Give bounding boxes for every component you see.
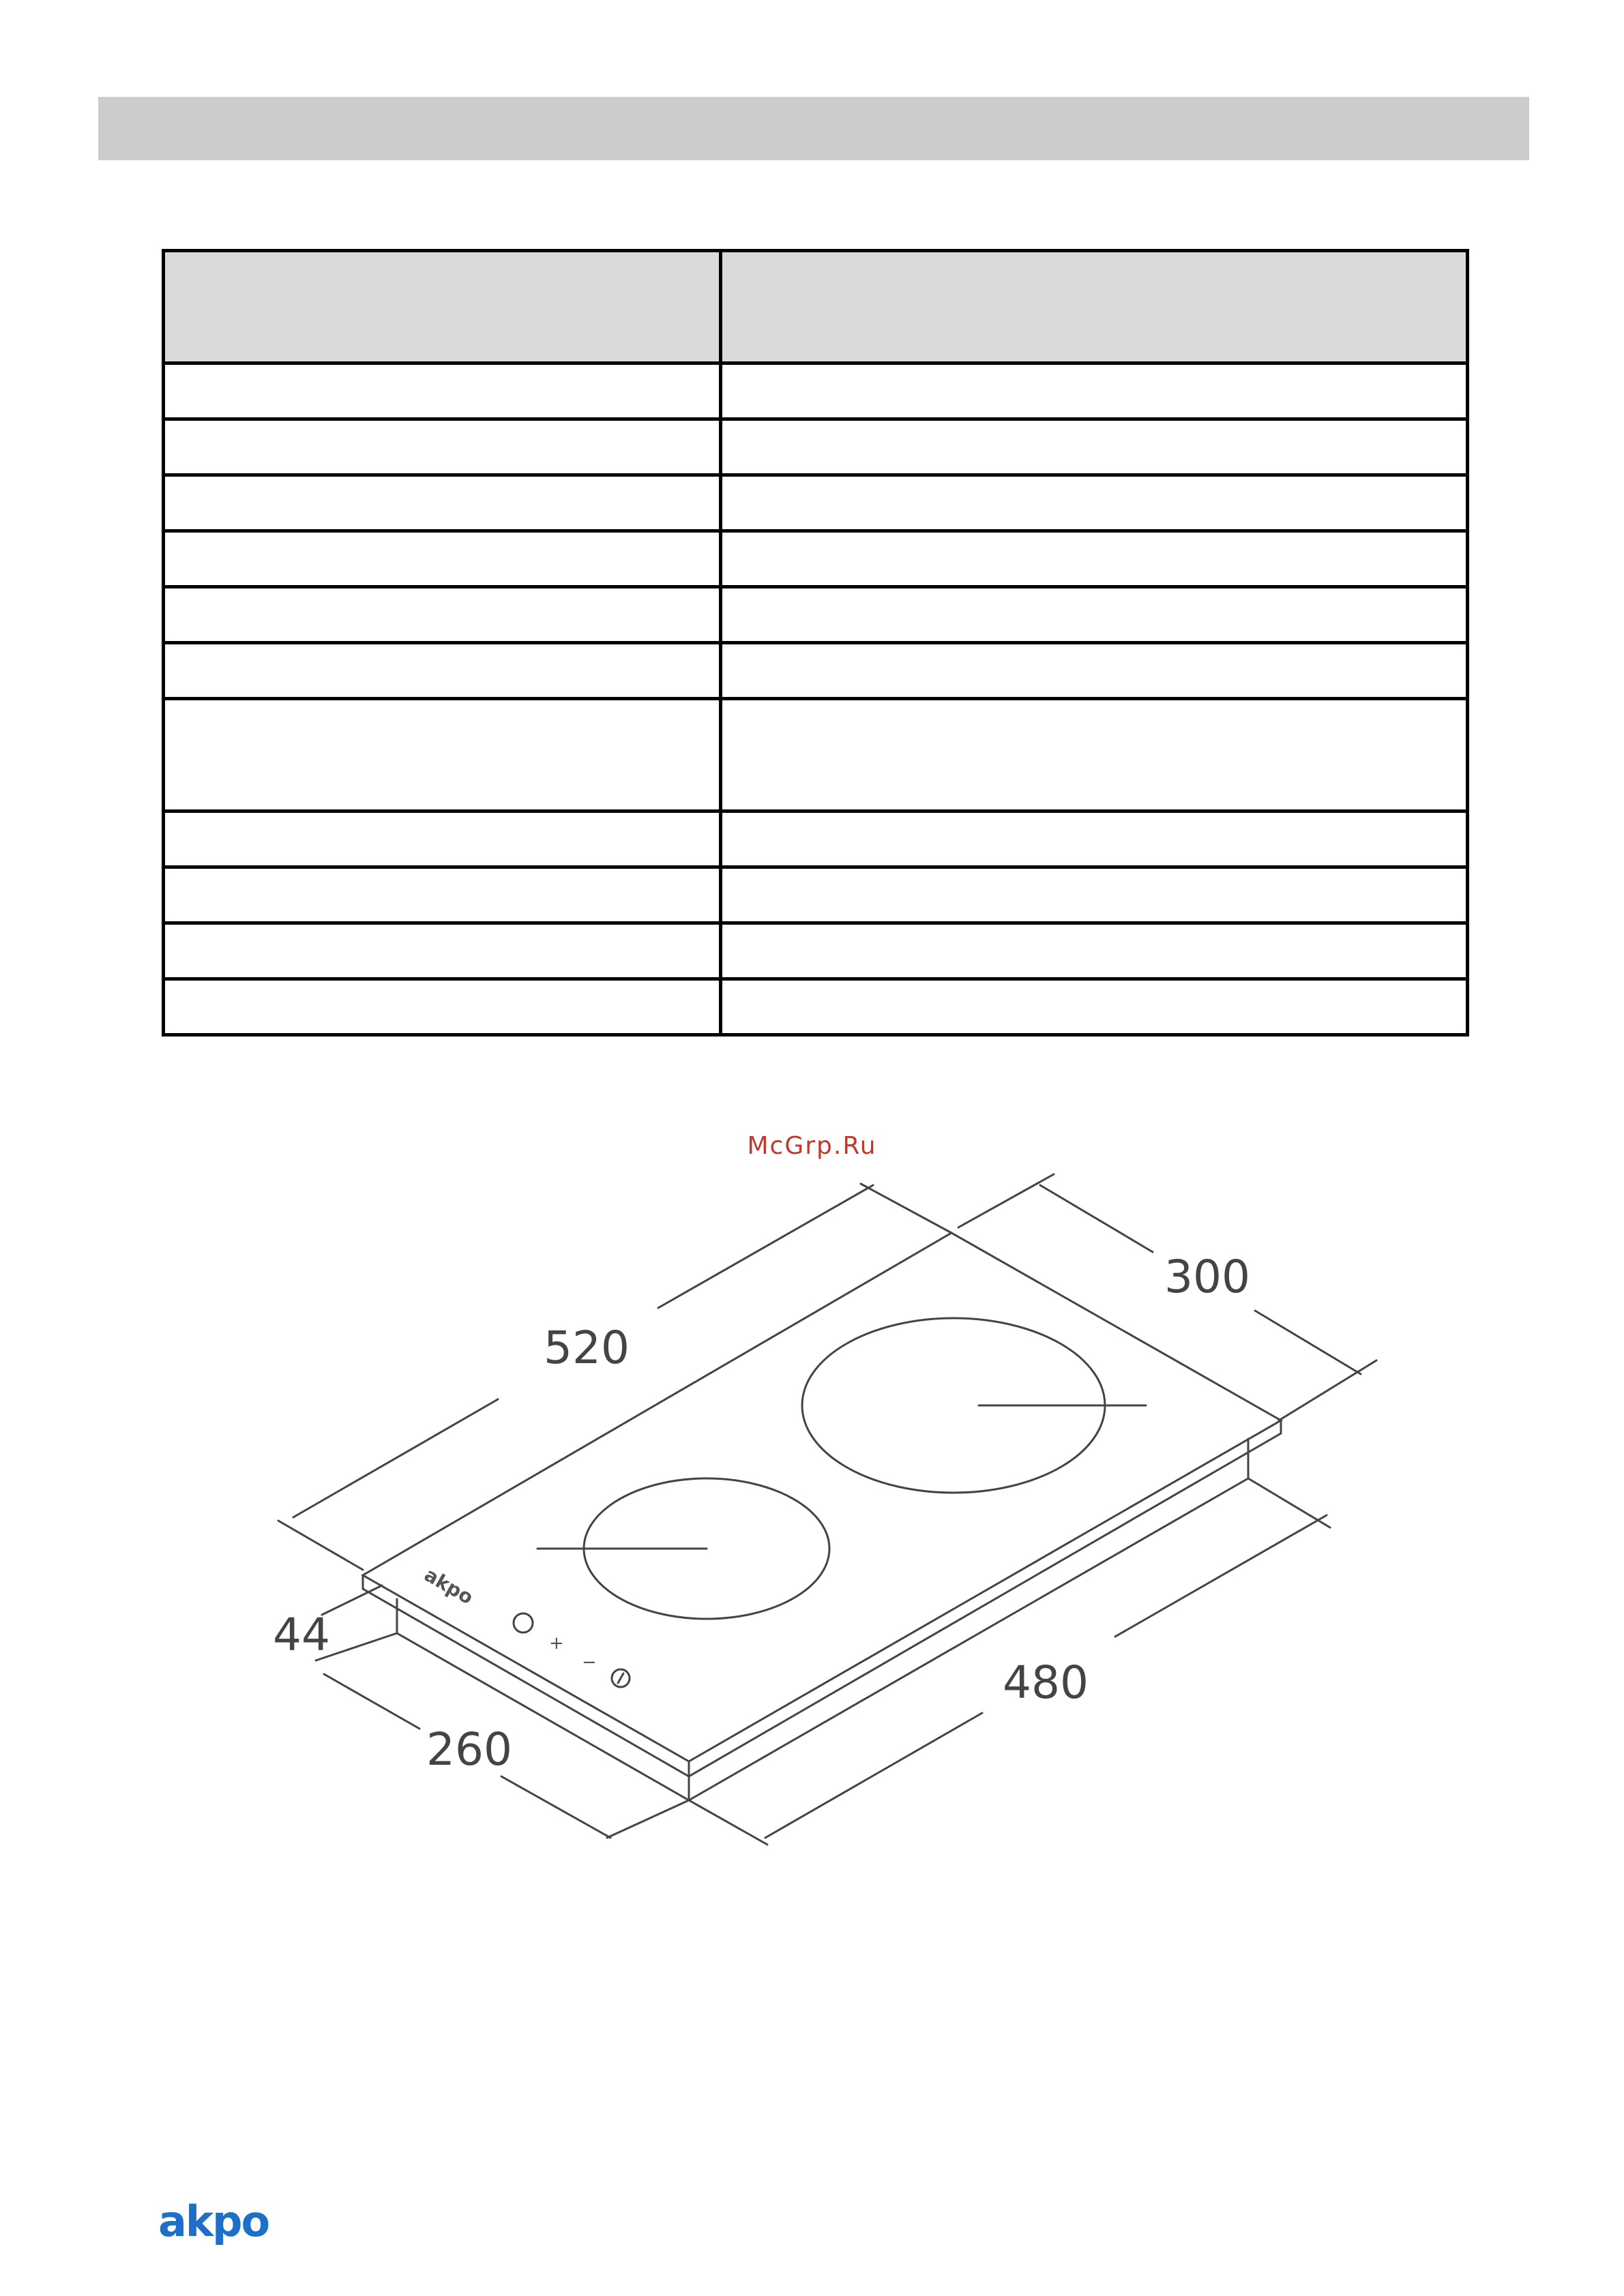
dim-300-line bbox=[958, 1174, 1054, 1227]
dim-480-line1 bbox=[1115, 1515, 1327, 1637]
dim-520-line-upper bbox=[658, 1185, 873, 1308]
table-cell bbox=[721, 587, 1468, 643]
brand-logo-text: akpo bbox=[158, 2199, 269, 2246]
dim-label-44: 44 bbox=[273, 1609, 330, 1661]
table-row bbox=[164, 699, 1468, 811]
table-cell bbox=[164, 699, 721, 811]
table-cell bbox=[721, 531, 1468, 587]
table-header-row bbox=[164, 251, 1468, 363]
table-row bbox=[164, 811, 1468, 867]
table-cell bbox=[721, 811, 1468, 867]
control-plus-icon: + bbox=[549, 1633, 564, 1654]
section-header-band bbox=[98, 97, 1529, 160]
dim-260-line1 bbox=[324, 1674, 419, 1729]
brand-logo bbox=[158, 2199, 315, 2247]
dim-44-line bbox=[322, 1585, 382, 1615]
table-cell bbox=[721, 923, 1468, 979]
hob-body bbox=[397, 1439, 1248, 1800]
table-cell bbox=[721, 475, 1468, 531]
table-row bbox=[164, 363, 1468, 419]
table-row bbox=[164, 419, 1468, 475]
dim-300-line-b bbox=[1040, 1185, 1153, 1252]
dim-520-line-lower bbox=[293, 1399, 498, 1517]
table-row bbox=[164, 587, 1468, 643]
dim-260-ext2 bbox=[607, 1800, 689, 1838]
dim-520-ext1 bbox=[278, 1521, 363, 1570]
dim-300-ext bbox=[1279, 1360, 1376, 1420]
table-row bbox=[164, 979, 1468, 1035]
hob-brand-logo: akpo bbox=[420, 1563, 477, 1609]
table-cell bbox=[721, 979, 1468, 1035]
table-cell bbox=[164, 811, 721, 867]
dim-520-ext2 bbox=[861, 1184, 951, 1233]
table-cell bbox=[721, 867, 1468, 923]
hob-glass-top bbox=[363, 1233, 1281, 1761]
table-row bbox=[164, 475, 1468, 531]
table-cell bbox=[721, 643, 1468, 699]
table-cell bbox=[164, 419, 721, 475]
dim-label-260: 260 bbox=[426, 1723, 512, 1776]
table-row bbox=[164, 643, 1468, 699]
control-circle-icon bbox=[514, 1613, 533, 1632]
dim-480-line2 bbox=[765, 1713, 982, 1838]
table-header-cell bbox=[164, 251, 721, 363]
specifications-table bbox=[162, 249, 1469, 1037]
table-row bbox=[164, 923, 1468, 979]
table-cell bbox=[164, 587, 721, 643]
dim-300-line-c bbox=[1255, 1311, 1361, 1374]
hob-dimension-drawing bbox=[0, 1105, 1624, 1909]
table-header-cell bbox=[721, 251, 1468, 363]
dim-label-300: 300 bbox=[1164, 1251, 1250, 1303]
power-icon-stroke bbox=[618, 1673, 623, 1683]
dim-label-520: 520 bbox=[544, 1322, 630, 1374]
table-row bbox=[164, 531, 1468, 587]
dim-label-480: 480 bbox=[1003, 1656, 1089, 1709]
control-minus-icon: − bbox=[582, 1652, 597, 1673]
table-cell bbox=[164, 867, 721, 923]
table-cell bbox=[164, 643, 721, 699]
table-cell bbox=[721, 363, 1468, 419]
table-cell bbox=[164, 923, 721, 979]
table-cell bbox=[164, 979, 721, 1035]
table-cell bbox=[164, 475, 721, 531]
table-cell bbox=[164, 531, 721, 587]
dim-480-ext2 bbox=[689, 1800, 767, 1845]
dim-260-line2 bbox=[501, 1776, 610, 1838]
table-cell bbox=[721, 699, 1468, 811]
table-cell bbox=[164, 363, 721, 419]
table-row bbox=[164, 867, 1468, 923]
table-cell bbox=[721, 419, 1468, 475]
watermark-text: McGrp.Ru bbox=[747, 1132, 877, 1160]
